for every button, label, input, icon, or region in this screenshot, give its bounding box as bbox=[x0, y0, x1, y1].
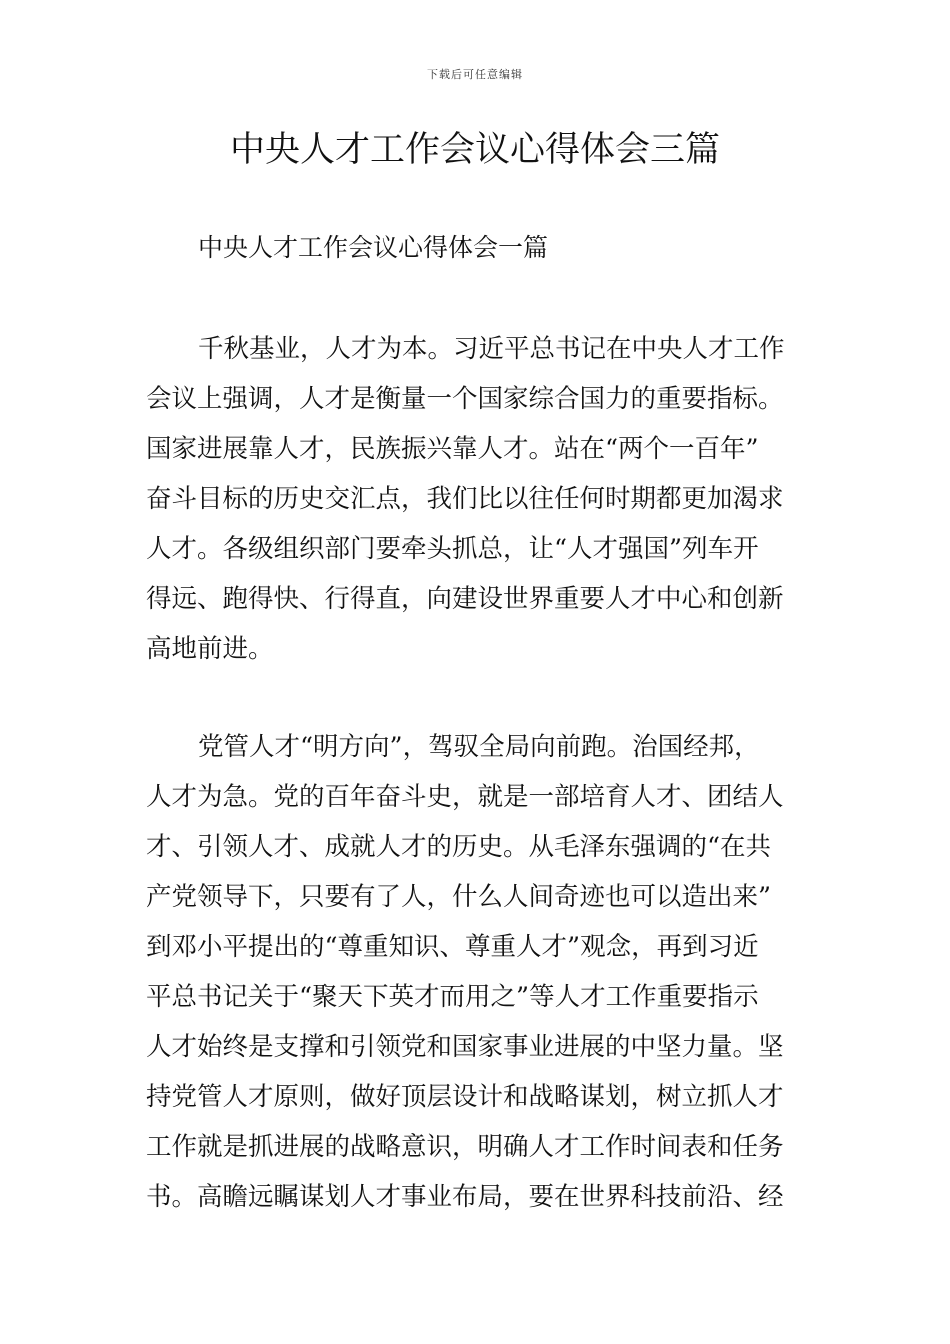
paragraph-line: 到邓小平提出的“尊重知识、尊重人才”观念，再到习近 bbox=[146, 932, 759, 962]
paragraph-line: 人才始终是支撑和引领党和国家事业进展的中坚力量。坚 bbox=[146, 1032, 784, 1062]
paragraph-line: 会议上强调，人才是衡量一个国家综合国力的重要指标。 bbox=[146, 384, 784, 414]
paragraph-line: 产党领导下，只要有了人，什么人间奇迹也可以造出来” bbox=[146, 882, 772, 912]
paragraph-line: 书。高瞻远瞩谋划人才事业布局，要在世界科技前沿、经 bbox=[146, 1182, 784, 1212]
header-note: 下载后可任意编辑 bbox=[427, 68, 523, 81]
paragraph-line: 国家进展靠人才，民族振兴靠人才。站在“两个一百年” bbox=[146, 434, 759, 464]
paragraph-line: 得远、跑得快、行得直，向建设世界重要人才中心和创新 bbox=[146, 584, 784, 614]
section-heading: 中央人才工作会议心得体会一篇 bbox=[198, 233, 549, 262]
paragraph-line: 千秋基业，人才为本。习近平总书记在中央人才工作 bbox=[198, 334, 785, 364]
document-title: 中央人才工作会议心得体会三篇 bbox=[229, 130, 720, 170]
paragraph-line: 人才。各级组织部门要牵头抓总，让“人才强国”列车开 bbox=[146, 534, 759, 564]
paragraph-line: 持党管人才原则，做好顶层设计和战略谋划，树立抓人才 bbox=[146, 1082, 784, 1112]
paragraph-1 bbox=[146, 324, 806, 674]
paragraph-line: 平总书记关于“聚天下英才而用之”等人才工作重要指示 bbox=[146, 982, 759, 1012]
paragraph-line: 奋斗目标的历史交汇点，我们比以往任何时期都更加渴求 bbox=[146, 484, 784, 514]
paragraph-2 bbox=[146, 722, 806, 1222]
paragraph-line: 人才为急。党的百年奋斗史，就是一部培育人才、团结人 bbox=[146, 782, 784, 812]
paragraph-line: 高地前进。 bbox=[146, 634, 274, 664]
paragraph-line: 党管人才“明方向”，驾驭全局向前跑。治国经邦， bbox=[198, 732, 760, 762]
paragraph-line: 工作就是抓进展的战略意识，明确人才工作时间表和任务 bbox=[146, 1132, 784, 1162]
paragraph-line: 才、引领人才、成就人才的历史。从毛泽东强调的“在共 bbox=[146, 832, 772, 862]
